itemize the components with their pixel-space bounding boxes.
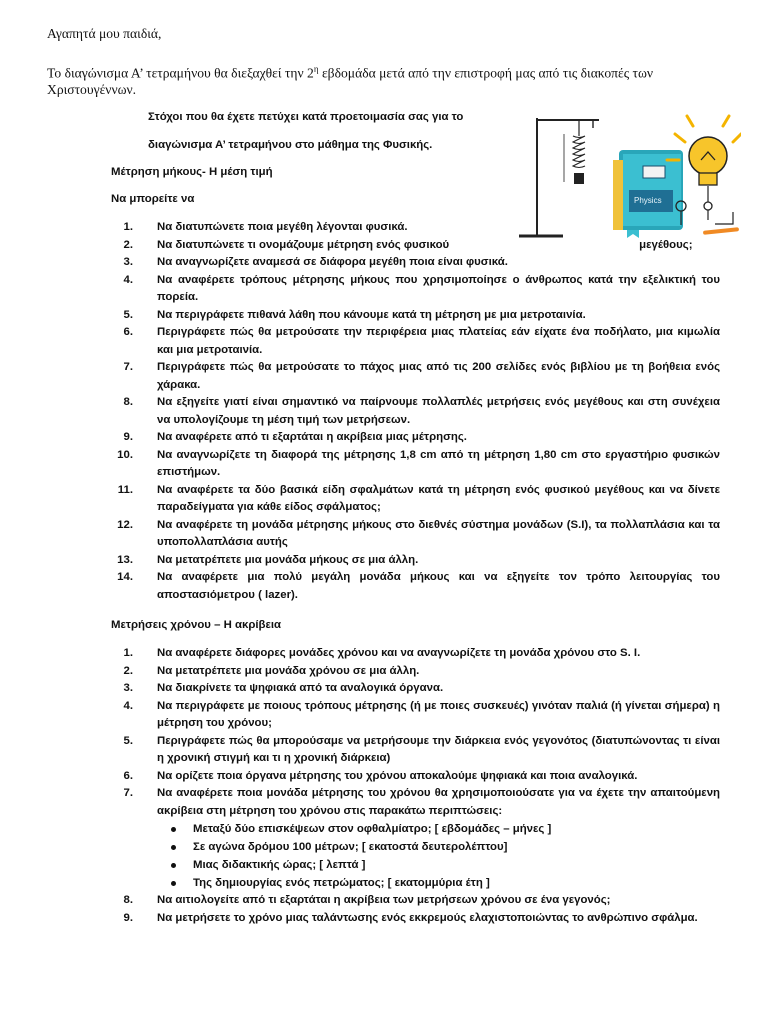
list-item: 5. Να περιγράφετε πιθανά λάθη που κάνουμε κατά τη μέτρηση με μια μετροταινία.: [123, 308, 586, 321]
list-item: 9. Να μετρήσετε το χρόνο μιας ταλάντωσης ενός εκκρεμούς ελαχιστοποιώντας το ανθρώπινο σφάλμα.: [123, 911, 698, 924]
list-item: 4. Να αναφέρετε τρόπους μέτρησης μήκους που χρησιμοποίησε ο άνθρωπος κατά την εξελικτική του πορεία.: [123, 273, 720, 303]
list-item-text: Περιγράφετε πώς θα μπορούσαμε να μετρήσουμε την διάρκεια ενός γεγονότος (διατυπώνοντας τι είναι η χρονική στιγμή και τι η χρονική διάρκεια): [157, 734, 720, 764]
list-item: 10. Να αναγνωρίζετε τη διαφορά της μέτρησης 1,8 cm από τη μέτρηση 1,80 cm στο εργαστήριο φυσικών επιστήμων.: [117, 448, 720, 478]
list-item: 3. Να αναγνωρίζετε αναμεσά σε διάφορα μεγέθη ποια είναι φυσικά.: [123, 256, 508, 268]
list-item: 4. Να περιγράφετε με ποιους τρόπους μέτρησης (ή με ποιες συσκευές) γινόταν παλιά (ή γίνεται σήμερα) η μέτρηση του χρόνου;: [123, 699, 720, 729]
section-2-list: [111, 645, 720, 927]
time-unit-examples: [157, 820, 720, 892]
list-item: 6. Να ορίζετε ποια όργανα μέτρησης του χρόνου αποκαλούμε ψηφιακά και ποια αναλογικά.: [123, 769, 638, 782]
list-item: 5. Περιγράφετε πώς θα μπορούσαμε να μετρήσουμε την διάρκεια ενός γεγονότος (διατυπώνοντας τι είναι η χρονική στιγμή και τι η χρονική διάρκεια): [123, 734, 720, 764]
list-item: 13. Να μετατρέπετε μια μονάδα μήκους σε μια άλλη.: [117, 553, 419, 566]
book-label: Physics: [634, 196, 662, 205]
goals-line-1: Στόχοι που θα έχετε πετύχει κατά προετοιμασία σας για το: [148, 111, 464, 123]
list-item: 1. Να διατυπώνετε ποια μεγέθη λέγονται φυσικά.: [123, 221, 408, 233]
bullet-item: Μιας διδακτικής ώρας; [ λεπτά ]: [157, 856, 720, 874]
list-item: 9. Να αναφέρετε από τι εξαρτάται η ακρίβεια μιας μέτρησης.: [123, 431, 467, 443]
list-item-text: Να αναγνωρίζετε αναμεσά σε διάφορα μεγέθη ποια είναι φυσικά.: [157, 256, 508, 268]
bullet-item: Μεταξύ δύο επισκέψεων στον οφθαλμίατρο; [ εβδομάδες – μήνες ]: [157, 820, 720, 838]
list-item-tail: μεγέθους;: [639, 238, 693, 251]
list-item-text: Να διακρίνετε τα ψηφιακά από τα αναλογικά όργανα.: [157, 682, 444, 694]
list-item-text: Να αναφέρετε ποια μονάδα μέτρησης του χρόνου θα χρησιμοποιούσατε για να έχετε την απαιτούμενη ακρίβεια στη μέτρηση του χρόνου στις παρακάτω περιπτώσεις:: [157, 787, 720, 817]
list-item-text: Να περιγράφετε με ποιους τρόπους μέτρησης (ή με ποιες συσκευές) γινόταν παλιά (ή γίνεται σήμερα) η μέτρηση του χρόνου;: [157, 699, 720, 729]
list-item-text: Να μετατρέπετε μια μονάδα χρόνου σε μια άλλη.: [157, 664, 420, 677]
intro-superscript: η: [313, 64, 319, 74]
list-item: 1. Να αναφέρετε διάφορες μονάδες χρόνου και να αναγνωρίζετε τη μονάδα χρόνου στο S. I.: [123, 647, 641, 659]
list-item-text: Να αναγνωρίζετε τη διαφορά της μέτρησης 1,8 cm από τη μέτρηση 1,80 cm στο εργαστήριο φυσικών επιστήμων.: [157, 448, 720, 478]
list-item-text: Να μετατρέπετε μια μονάδα μήκους σε μια άλλη.: [157, 553, 419, 566]
list-item: 2. Να διατυπώνετε τι ονομάζουμε μέτρηση ενός φυσικού μεγέθους;: [123, 238, 693, 251]
intro-paragraph: [47, 61, 728, 98]
list-item-text: Περιγράφετε πώς θα μετρούσατε το πάχος μιας από τις 200 σελίδες ενός βιβλίου με τη βοήθεια ενός χάρακα.: [157, 361, 720, 391]
list-item-text: Να αιτιολογείτε από τι εξαρτάται η ακρίβεια των μετρήσεων χρόνου σε ένα γεγονός;: [157, 894, 611, 906]
list-item-text: Να διατυπώνετε τι ονομάζουμε μέτρηση ενός φυσικού: [157, 238, 450, 251]
list-item: 6. Περιγράφετε πώς θα μετρούσατε την περιφέρεια μιας πλατείας εάν είχατε ένα ποδήλατο, μια κιμωλία και μια μετροταινία.: [123, 326, 720, 356]
list-item: 14. Να αναφέρετε μια πολύ μεγάλη μονάδα μήκους και να εξηγείτε τον τρόπο λειτουργίας του αποστασιόμετρου ( lazer).: [117, 571, 720, 601]
list-item-text: Να αναφέρετε μια πολύ μεγάλη μονάδα μήκους και να εξηγείτε τον τρόπο λειτουργίας του αποστασιόμετρου ( lazer).: [157, 571, 720, 601]
list-item-text: Να περιγράφετε πιθανά λάθη που κάνουμε κατά τη μέτρηση με μια μετροταινία.: [157, 308, 586, 321]
list-item-text: Να αναφέρετε τη μονάδα μέτρησης μήκους στο διεθνές σύστημα μονάδων (S.I), τα πολλαπλάσια και τα υποπολλαπλάσια αυτής: [157, 518, 720, 548]
list-item-text: Να αναφέρετε από τι εξαρτάται η ακρίβεια μιας μέτρησης.: [157, 431, 467, 443]
list-item: 8. Να εξηγείτε γιατί είναι σημαντικό να παίρνουμε πολλαπλές μετρήσεις ενός μεγέθους και στη συνέχεια να υπολογίζουμε τη μέση τιμή των μετρήσεων.: [123, 396, 720, 426]
intro-after: εβδομάδα μετά από την επιστροφή μας από τις διακοπές των Χριστουγέννων.: [47, 65, 654, 97]
section-1-title: Μέτρηση μήκους- Η μέση τιμή: [111, 166, 273, 178]
greeting: Αγαπητά μου παιδιά,: [47, 26, 162, 41]
bullet-item: Της δημιουργίας ενός πετρώματος; [ εκατομμύρια έτη ]: [157, 874, 720, 892]
list-item: 11. Να αναφέρετε τα δύο βασικά είδη σφαλμάτων κατά τη μέτρηση ενός φυσικού μεγέθους και να δίνετε παραδείγματα για κάθε είδος σφάλματος;: [117, 483, 720, 513]
section-1-list: [111, 219, 720, 604]
list-item: 8. Να αιτιολογείτε από τι εξαρτάται η ακρίβεια των μετρήσεων χρόνου σε ένα γεγονός;: [123, 894, 611, 906]
list-item-text: Περιγράφετε πώς θα μετρούσατε την περιφέρεια μιας πλατείας εάν είχατε ένα ποδήλατο, μια κιμωλία και μια μετροταινία.: [157, 326, 720, 356]
section-2-title: Μετρήσεις χρόνου – Η ακρίβεια: [111, 619, 282, 631]
list-item-text: Να ορίζετε ποια όργανα μέτρησης του χρόνου αποκαλούμε ψηφιακά και ποια αναλογικά.: [157, 769, 638, 782]
bullet-item: Σε αγώνα δρόμου 100 μέτρων; [ εκατοστά δευτερολέπτου]: [157, 838, 720, 856]
section-1-subtitle: Να μπορείτε να: [111, 193, 195, 205]
list-item: 2. Να μετατρέπετε μια μονάδα χρόνου σε μια άλλη.: [123, 664, 420, 677]
list-item: 7. Περιγράφετε πώς θα μετρούσατε το πάχος μιας από τις 200 σελίδες ενός βιβλίου με τη βοήθεια ενός χάρακα.: [123, 361, 720, 391]
list-item-text: Να αναφέρετε τρόπους μέτρησης μήκους που χρησιμοποίησε ο άνθρωπος κατά την εξελικτική του πορεία.: [157, 273, 720, 303]
list-item: 3. Να διακρίνετε τα ψηφιακά από τα αναλογικά όργανα.: [123, 682, 444, 694]
list-item: 12. Να αναφέρετε τη μονάδα μέτρησης μήκους στο διεθνές σύστημα μονάδων (S.I), τα πολλαπλάσια και τα υποπολλαπλάσια αυτής: [117, 518, 720, 548]
list-item-text: Να εξηγείτε γιατί είναι σημαντικό να παίρνουμε πολλαπλές μετρήσεις ενός μεγέθους και στη συνέχεια να υπολογίζουμε τη μέση τιμή των μετρήσεων.: [157, 396, 720, 426]
list-item-text: Να αναφέρετε τα δύο βασικά είδη σφαλμάτων κατά τη μέτρηση ενός φυσικού μεγέθους και να δίνετε παραδείγματα για κάθε είδος σφάλματος;: [157, 483, 720, 513]
list-item-text: Να μετρήσετε το χρόνο μιας ταλάντωσης ενός εκκρεμούς ελαχιστοποιώντας το ανθρώπινο σφάλμα.: [157, 911, 698, 924]
list-item-text: Να αναφέρετε διάφορες μονάδες χρόνου και να αναγνωρίζετε τη μονάδα χρόνου στο S. I.: [157, 647, 641, 659]
intro-before: Το διαγώνισμα Α’ τετραμήνου θα διεξαχθεί την 2: [47, 65, 314, 81]
goals-line-2: διαγώνισμα Α’ τετραμήνου στο μάθημα της Φυσικής.: [148, 139, 433, 151]
list-item-text: Να διατυπώνετε ποια μεγέθη λέγονται φυσικά.: [157, 221, 408, 233]
list-item: 7. Να αναφέρετε ποια μονάδα μέτρησης του χρόνου θα χρησιμοποιούσατε για να έχετε την απαιτούμενη ακρίβεια στη μέτρηση του χρόνου στις παρακάτω περιπτώσεις: Μεταξύ δύο επισκέψεων στον οφθαλμίατρο; [ εβδομάδες – μήνες ] Σε αγώνα δρόμου 100 μέτρων; [ εκατοστά δευτερολέπτου] Μιας διδακτικής ώρας; [ λεπτά ] Της δημιουργίας ενός πετρώματος; [ εκατομμύρια έτη ]: [111, 785, 720, 892]
